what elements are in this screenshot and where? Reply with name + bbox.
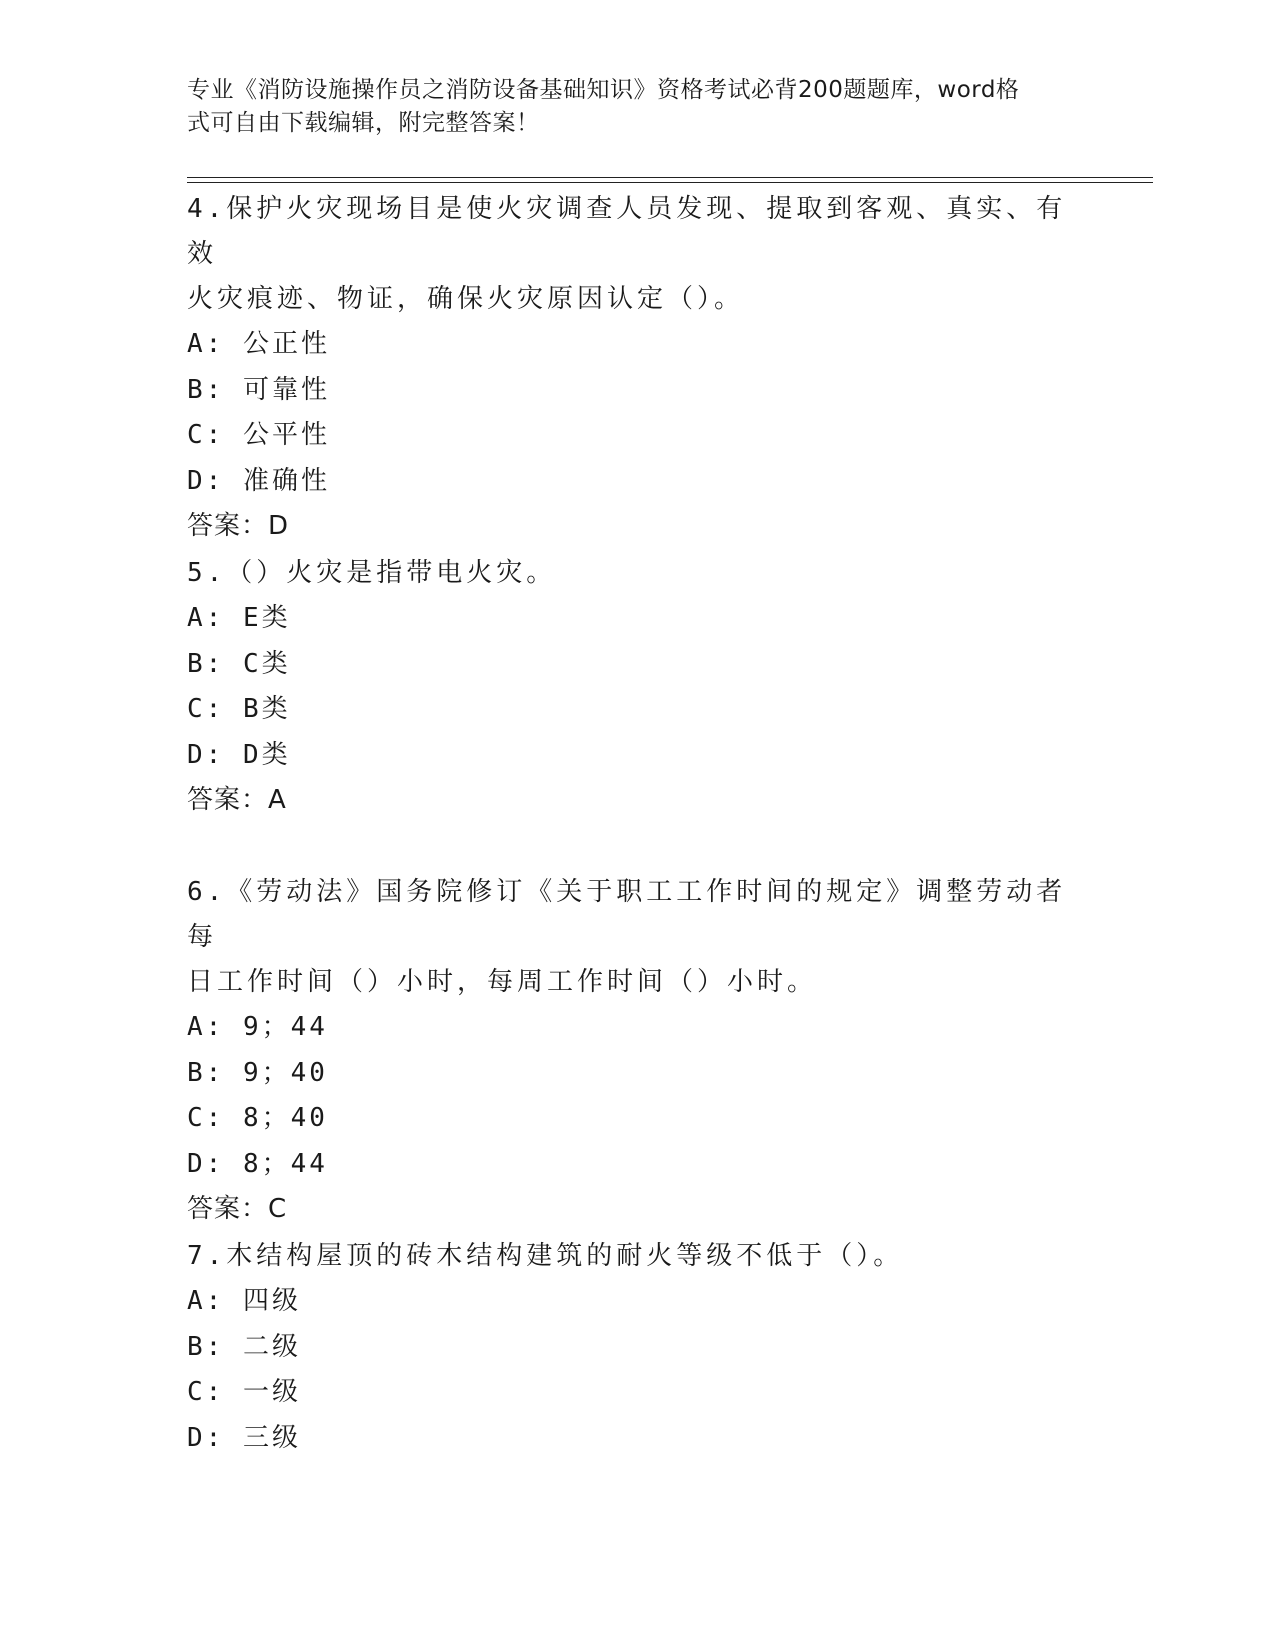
question-7 — [187, 1234, 1067, 1461]
document-header — [187, 74, 1067, 140]
question-stem-line: 6.《劳动法》国务院修订《关于职工工作时间的规定》调整劳动者每 — [187, 877, 1067, 952]
option-b: B: 9；40 — [187, 1057, 328, 1088]
question-stem-line: 5.（）火灾是指带电火灾。 — [187, 558, 557, 588]
option-b: B: 二级 — [187, 1331, 301, 1362]
option-c: C: 一级 — [187, 1377, 301, 1407]
answer-line: 答案：D — [187, 511, 290, 541]
option-d: D: 8；44 — [187, 1148, 328, 1179]
header-line-2: 式可自由下载编辑，附完整答案！ — [187, 110, 540, 136]
option-b: B: 可靠性 — [187, 374, 330, 405]
answer-line: 答案：C — [187, 1194, 288, 1224]
option-d: D: 三级 — [187, 1422, 301, 1453]
question-5 — [187, 551, 1067, 823]
option-d: D: D类 — [187, 739, 291, 770]
question-6 — [187, 870, 1067, 1232]
option-d: D: 准确性 — [187, 465, 330, 496]
header-divider-top — [187, 177, 1153, 178]
header-line-1: 专业《消防设施操作员之消防设备基础知识》资格考试必背200题题库，word格 — [187, 77, 1020, 103]
question-stem-line: 日工作时间（）小时，每周工作时间（）小时。 — [187, 967, 818, 997]
header-divider-bottom — [187, 182, 1153, 183]
question-stem-line: 4.保护火灾现场目是使火灾调查人员发现、提取到客观、真实、有效 — [187, 194, 1067, 269]
option-c: C: B类 — [187, 694, 291, 724]
option-a: A: 公正性 — [187, 329, 330, 359]
option-a: A: 9；44 — [187, 1012, 328, 1042]
option-a: A: E类 — [187, 603, 291, 633]
option-b: B: C类 — [187, 648, 291, 679]
question-stem-line: 7.木结构屋顶的砖木结构建筑的耐火等级不低于（）。 — [187, 1241, 904, 1271]
question-4 — [187, 187, 1067, 549]
option-a: A: 四级 — [187, 1286, 301, 1316]
answer-line: 答案：A — [187, 785, 287, 815]
option-c: C: 8；40 — [187, 1103, 328, 1133]
question-stem-line: 火灾痕迹、物证，确保火灾原因认定（）。 — [187, 284, 745, 314]
option-c: C: 公平性 — [187, 420, 330, 450]
